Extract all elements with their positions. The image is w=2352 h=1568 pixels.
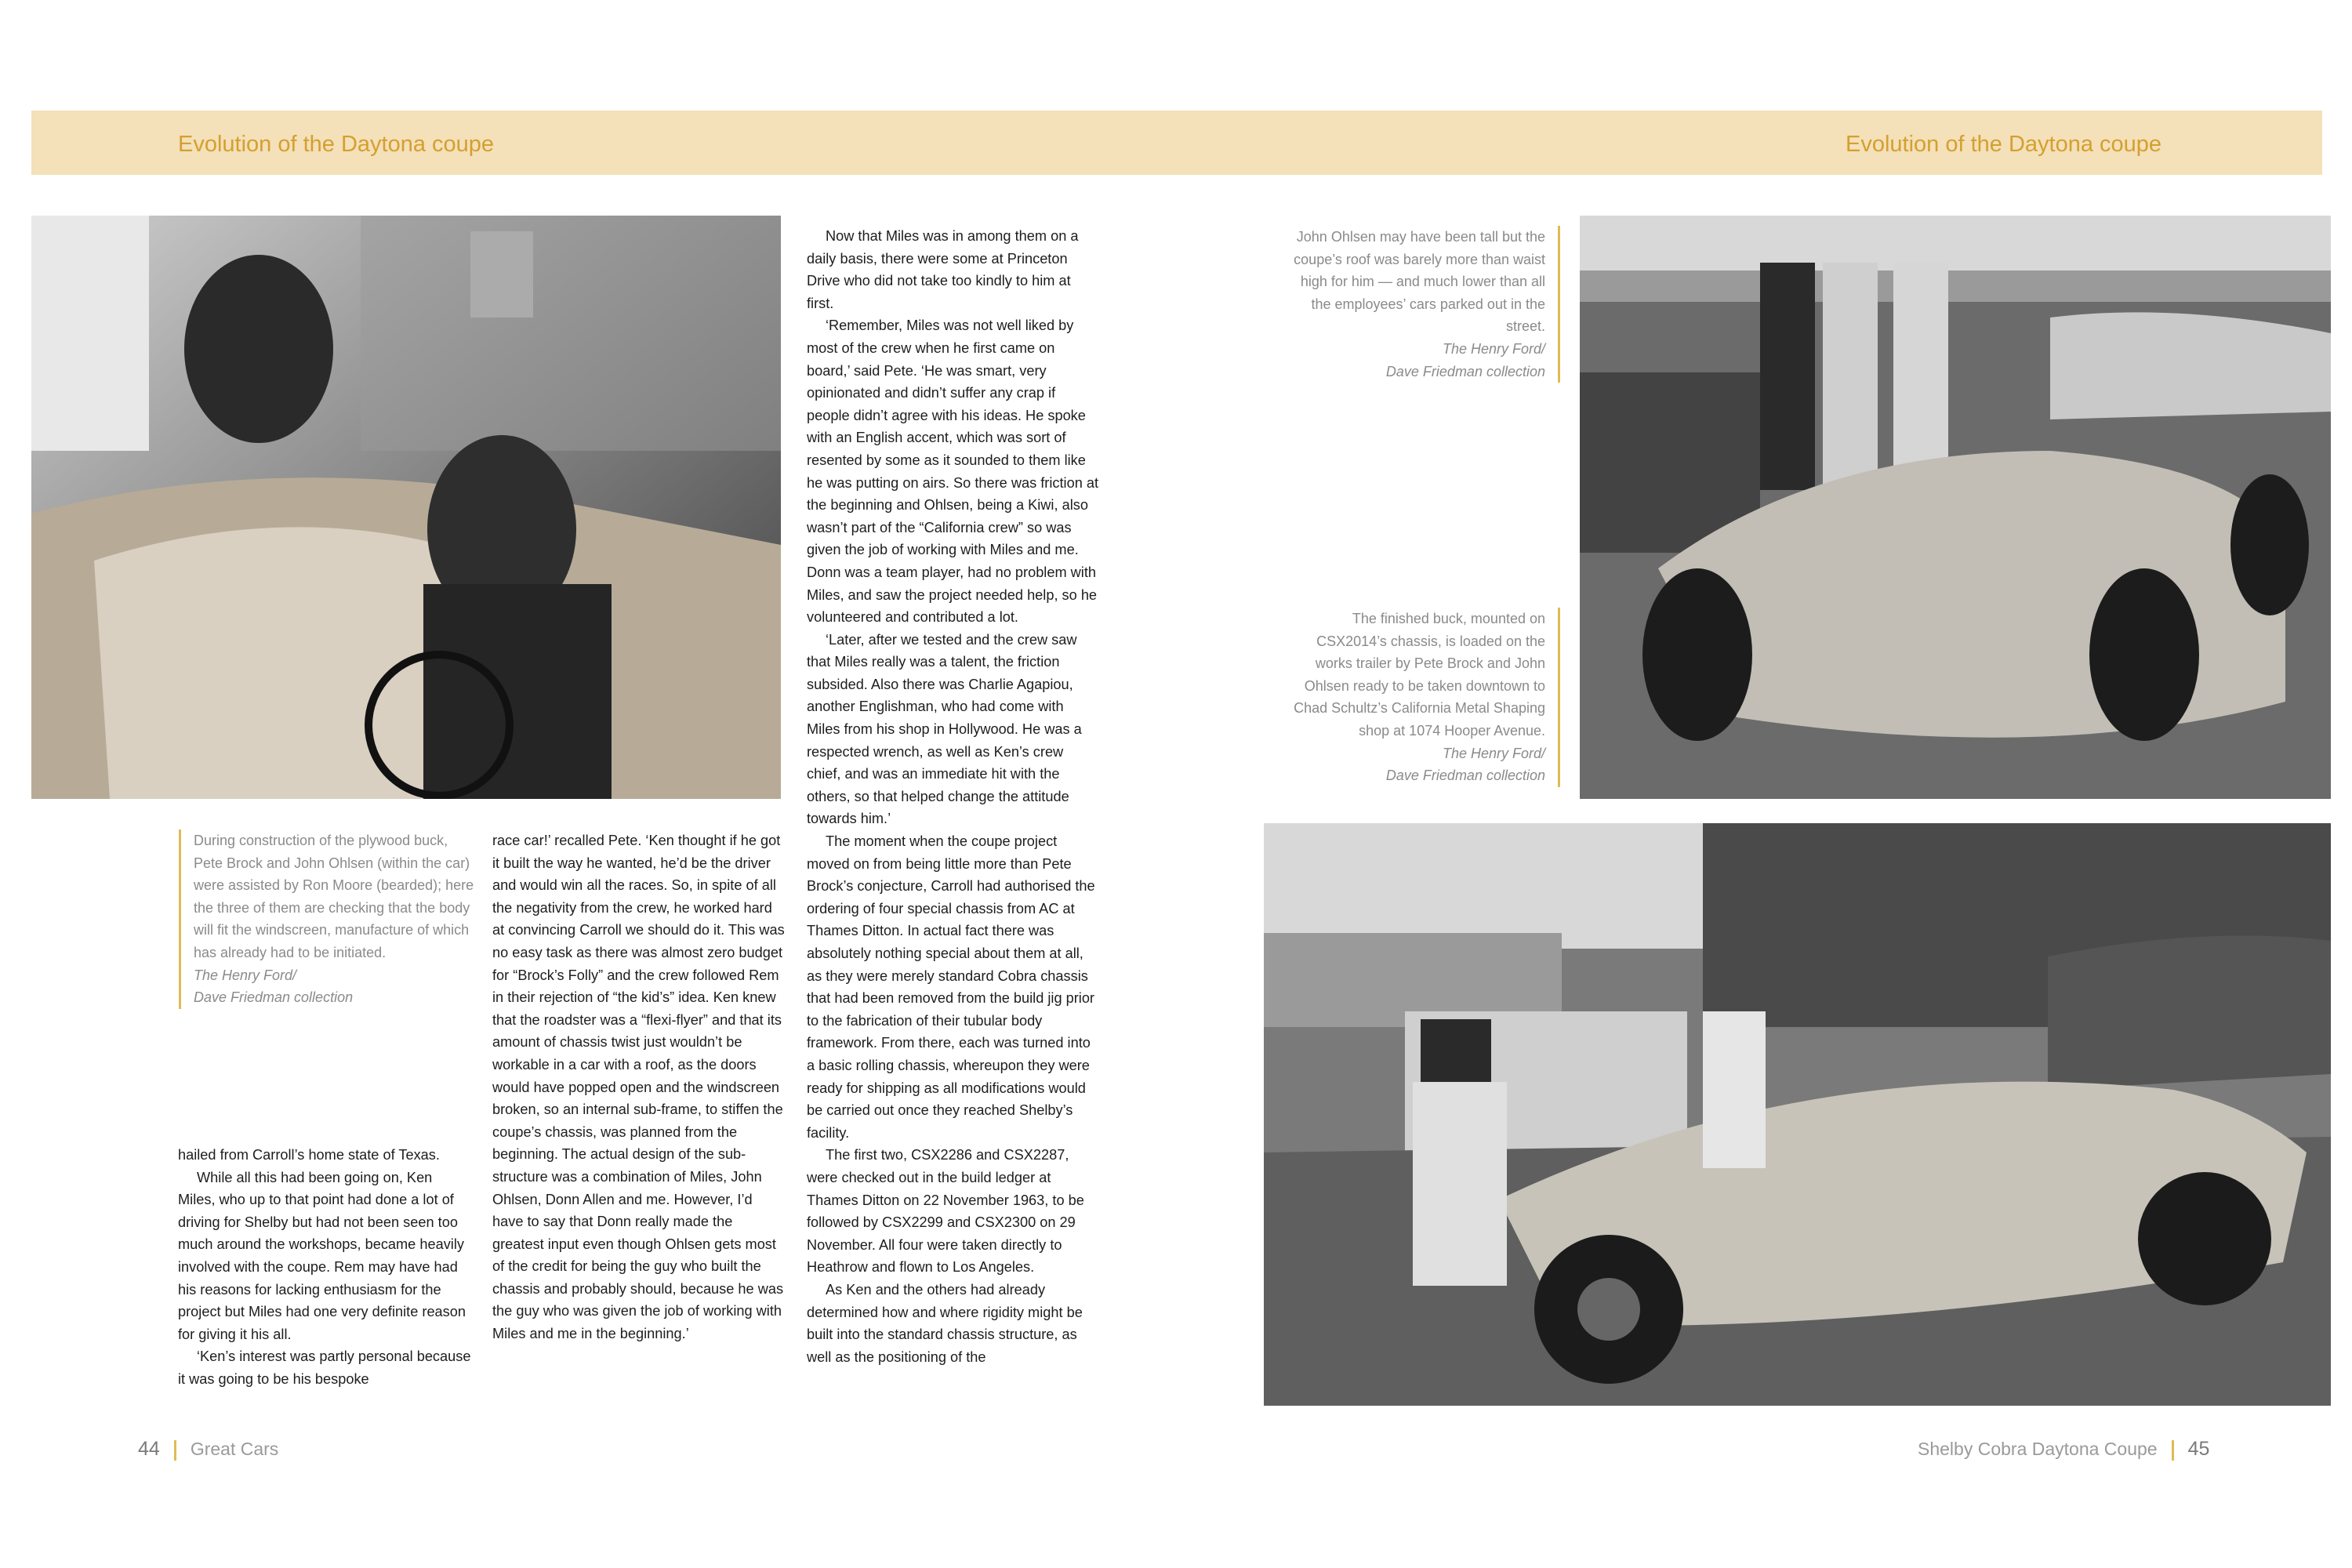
right-folio-title: Shelby Cobra Daytona Coupe xyxy=(1918,1439,2158,1459)
trailer-photo xyxy=(1264,823,2331,1406)
right-running-head: Evolution of the Daytona coupe xyxy=(1846,132,2162,157)
left-page-number: 44 xyxy=(138,1438,160,1460)
col2-paragraph-1: race car!’ recalled Pete. ‘Ken thought if he got it built the way he wanted, he’d be the driver and would win all the races. So, in spite of all the negativity from the crew, he worked hard at convincing Carroll we should do it. This was no easy task as there was almost zero budget for “Brock’s Folly” and the crew followed Rem in their rejection of “the kid’s” idea. Ken knew that the roadster was a “flexi-flyer” and that its amount of chassis twist just wouldn’t be workable in a car with a roof, as the doors would have popped open and the windscreen broken, so an internal sub-frame, to stiffen the coupe’s chassis, was planned from the beginning. The actual design of the sub-structure was a combination of Miles, John Ohlsen, Donn Allen and me. However, I’d have to say that Donn really made the greatest input even though Ohlsen gets most of the credit for being the guy who built the chassis and probably should, because he was the guy who was given the job of working with Miles and me in the beginning.’ xyxy=(492,833,785,1342)
workshop-photo xyxy=(31,216,781,799)
left-folio-title: Great Cars xyxy=(190,1439,279,1459)
left-caption-credit-1: The Henry Ford/ xyxy=(194,967,297,983)
right-top-caption-credit-2: Dave Friedman collection xyxy=(1385,363,1545,379)
body-column-3 xyxy=(807,225,1101,1368)
col1-paragraph-2: While all this had been going on, Ken Miles, who up to that point had done a lot of driving for Shelby but had not been seen too much around the workshops, became heavily involved with the coupe. Rem may have had his reasons for lacking enthusiasm for the project but Miles had one very definite reason for giving it his all. xyxy=(178,1169,466,1342)
body-column-2 xyxy=(492,829,786,1345)
right-top-photo-caption xyxy=(1284,226,1560,383)
right-mid-photo-caption xyxy=(1284,608,1560,787)
right-page-number: 45 xyxy=(2187,1438,2210,1460)
col1-paragraph-3: ‘Ken’s interest was partly personal because it was going to be his bespoke xyxy=(178,1348,471,1387)
left-caption-credit-2: Dave Friedman collection xyxy=(194,989,354,1006)
right-top-caption-credit-1: The Henry Ford/ xyxy=(1442,340,1545,357)
right-folio xyxy=(1918,1438,2209,1461)
left-folio-divider xyxy=(174,1440,176,1461)
col3-paragraph-6: As Ken and the others had already determined how and where rigidity might be built into the standard chassis structure, as well as the positioning of the xyxy=(807,1281,1083,1365)
body-column-1 xyxy=(178,1144,472,1391)
left-photo-caption xyxy=(179,829,476,1009)
parking-lot-photo xyxy=(1580,216,2331,799)
col1-paragraph-1: hailed from Carroll’s home state of Texas. xyxy=(178,1147,440,1163)
right-mid-caption-text: The finished buck, mounted on CSX2014’s chassis, is loaded on the works trailer by Pete Brock and John Ohlsen ready to be taken downtown to Chad Schultz’s California Metal Shaping shop at 1074 Hooper Avenue. xyxy=(1294,611,1545,739)
right-top-caption-text: John Ohlsen may have been tall but the coupe’s roof was barely more than waist high for him — and much lower than all the employees’ cars parked out in the street. xyxy=(1294,229,1545,335)
col3-paragraph-3: ‘Later, after we tested and the crew saw that Miles really was a talent, the friction subsided. Also there was Charlie Agapiou, another Englishman, who had come with Miles from his shop in Hollywood. He was a respected wrench, as well as Ken’s crew chief, and was an immediate hit with the others, so that helped change the attitude towards him.’ xyxy=(807,631,1082,827)
left-folio xyxy=(138,1438,278,1461)
col3-paragraph-5: The first two, CSX2286 and CSX2287, were checked out in the build ledger at Thames Ditton on 22 November 1963, to be followed by CSX2299 and CSX2300 on 29 November. All four were taken directly to Heathrow and flown to Los Angeles. xyxy=(807,1147,1084,1276)
right-mid-caption-credit-2: Dave Friedman collection xyxy=(1385,768,1545,784)
left-caption-text: During construction of the plywood buck, Pete Brock and John Ohlsen (within the car) were assisted by Ron Moore (bearded); here the three of them are checking that the body will fit the windscreen, manufacture of which has already had to be initiated. xyxy=(194,833,474,960)
left-running-head: Evolution of the Daytona coupe xyxy=(178,132,495,157)
col3-paragraph-2: ‘Remember, Miles was not well liked by most of the crew when he first came on board,’ said Pete. ‘He was smart, very opinionated and didn’t suffer any crap if people didn’t agree with his ideas. He spoke with an English accent, which was sort of resented by some as it sounded to them like he was putting on airs. So there was friction at the beginning and Ohlsen, being a Kiwi, also wasn’t part of the “California crew” so was given the job of working with Miles and me. Donn was a team player, had no problem with Miles, and saw the project needed help, so he volunteered and contributed a lot. xyxy=(807,318,1099,626)
right-mid-caption-credit-1: The Henry Ford/ xyxy=(1442,745,1545,761)
col3-paragraph-4: The moment when the coupe project moved on from being little more than Pete Brock’s conjecture, Carroll had authorised the ordering of four special chassis from AC at Thames Ditton. In actual fact there was absolutely nothing special about them at all, as they were merely standard Cobra chassis that had been removed from the build jig prior to the fabrication of their tubular body framework. From there, each was turned into a basic rolling chassis, whereupon they were ready for shipping as all modifications would be carried out once they reached Shelby’s facility. xyxy=(807,833,1095,1141)
col3-paragraph-1: Now that Miles was in among them on a daily basis, there were some at Princeton Drive who did not take too kindly to him at first. xyxy=(807,228,1079,311)
right-folio-divider xyxy=(2172,1440,2174,1461)
